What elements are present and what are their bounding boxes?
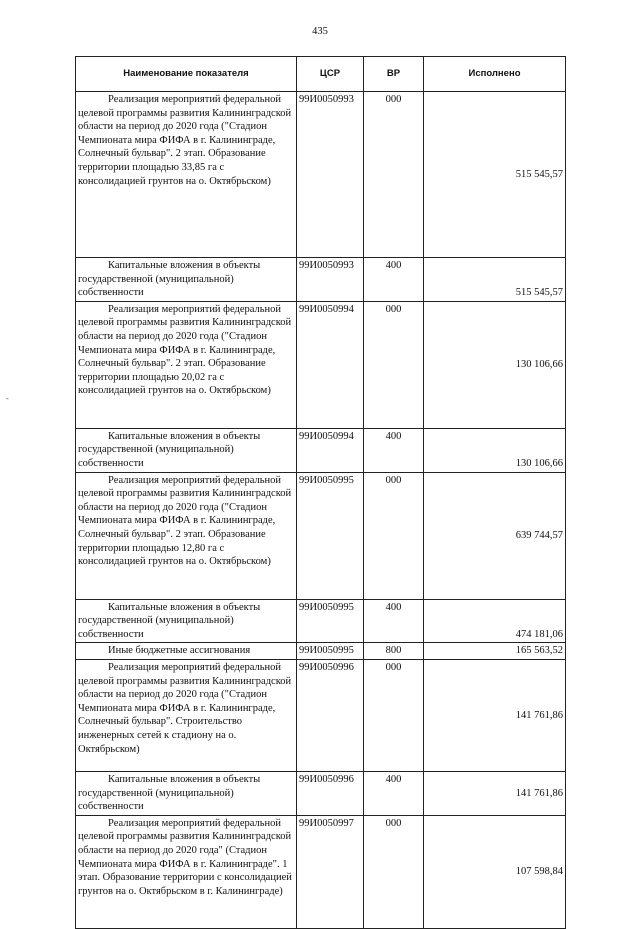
row-vr: 000 bbox=[364, 659, 424, 771]
row-vr: 000 bbox=[364, 472, 424, 599]
table-row bbox=[76, 599, 566, 643]
header-executed: Исполнено bbox=[424, 57, 566, 92]
table-row bbox=[76, 472, 566, 599]
row-vr: 000 bbox=[364, 815, 424, 928]
row-executed: 639 744,57 bbox=[424, 472, 566, 599]
table-row bbox=[76, 92, 566, 258]
row-executed: 141 761,86 bbox=[424, 659, 566, 771]
header-name: Наименование показателя bbox=[76, 57, 297, 92]
row-executed: 130 106,66 bbox=[424, 301, 566, 428]
table-row bbox=[76, 428, 566, 472]
row-vr: 400 bbox=[364, 599, 424, 643]
table-row bbox=[76, 659, 566, 771]
row-name: Иные бюджетные ассигнования bbox=[76, 643, 297, 660]
table-row bbox=[76, 258, 566, 302]
row-csr: 99И0050994 bbox=[297, 301, 364, 428]
table-header-row bbox=[76, 57, 566, 92]
row-executed: 165 563,52 bbox=[424, 643, 566, 660]
margin-mark: - bbox=[6, 394, 9, 403]
row-name: Реализация мероприятий федеральной целевой программы развития Калининградской области на период до 2020 года" (Стадион Чемпионата мира ФИФА в г. Калининграде". 1 этап. Образование территории с консолидацией грунтов на о. Октябрьском в г. Калининграде) bbox=[76, 815, 297, 928]
page-number: 435 bbox=[312, 26, 328, 37]
row-executed: 107 598,84 bbox=[424, 815, 566, 928]
table-row bbox=[76, 301, 566, 428]
row-name: Реализация мероприятий федеральной целевой программы развития Калининградской области на период до 2020 года ("Стадион Чемпионата мира ФИФА в г. Калининграде, Солнечный бульвар". 2 этап. Образование территории площадью 20,02 га с консолидацией грунтов на о. Октябрьском) bbox=[76, 301, 297, 428]
row-name: Реализация мероприятий федеральной целевой программы развития Калининградской области на период до 2020 года ("Стадион Чемпионата мира ФИФА в г. Калининграде, Солнечный бульвар". 2 этап. Образование территории площадью 33,85 га с консолидацией грунтов на о. Октябрьском) bbox=[76, 92, 297, 258]
row-name: Реализация мероприятий федеральной целевой программы развития Калининградской области на период до 2020 года ("Стадион Чемпионата мира ФИФА в г. Калининграде, Солнечный бульвар". Строительство инженерных сетей к стадиону на о. Октябрьском) bbox=[76, 659, 297, 771]
row-vr: 000 bbox=[364, 301, 424, 428]
row-csr: 99И0050996 bbox=[297, 771, 364, 815]
row-csr: 99И0050996 bbox=[297, 659, 364, 771]
row-executed: 130 106,66 bbox=[424, 428, 566, 472]
row-vr: 000 bbox=[364, 92, 424, 258]
table-row bbox=[76, 643, 566, 660]
table-row bbox=[76, 815, 566, 928]
row-name: Капитальные вложения в объекты государственной (муниципальной) собственности bbox=[76, 771, 297, 815]
row-csr: 99И0050993 bbox=[297, 92, 364, 258]
row-vr: 400 bbox=[364, 258, 424, 302]
table-row bbox=[76, 771, 566, 815]
row-vr: 400 bbox=[364, 428, 424, 472]
row-csr: 99И0050993 bbox=[297, 258, 364, 302]
row-csr: 99И0050995 bbox=[297, 643, 364, 660]
row-csr: 99И0050994 bbox=[297, 428, 364, 472]
row-name: Капитальные вложения в объекты государственной (муниципальной) собственности bbox=[76, 599, 297, 643]
row-name: Капитальные вложения в объекты государственной (муниципальной) собственности bbox=[76, 428, 297, 472]
row-name: Капитальные вложения в объекты государственной (муниципальной) собственности bbox=[76, 258, 297, 302]
row-executed: 141 761,86 bbox=[424, 771, 566, 815]
budget-execution-table bbox=[75, 56, 566, 929]
header-vr: ВР bbox=[364, 57, 424, 92]
row-executed: 515 545,57 bbox=[424, 92, 566, 258]
row-csr: 99И0050997 bbox=[297, 815, 364, 928]
row-executed: 515 545,57 bbox=[424, 258, 566, 302]
row-vr: 800 bbox=[364, 643, 424, 660]
row-executed: 474 181,06 bbox=[424, 599, 566, 643]
header-csr: ЦСР bbox=[297, 57, 364, 92]
row-vr: 400 bbox=[364, 771, 424, 815]
row-name: Реализация мероприятий федеральной целевой программы развития Калининградской области на период до 2020 года ("Стадион Чемпионата мира ФИФА в г. Калининграде, Солнечный бульвар". 2 этап. Образование территории площадью 12,80 га с консолидацией грунтов на о. Октябрьском) bbox=[76, 472, 297, 599]
row-csr: 99И0050995 bbox=[297, 472, 364, 599]
row-csr: 99И0050995 bbox=[297, 599, 364, 643]
